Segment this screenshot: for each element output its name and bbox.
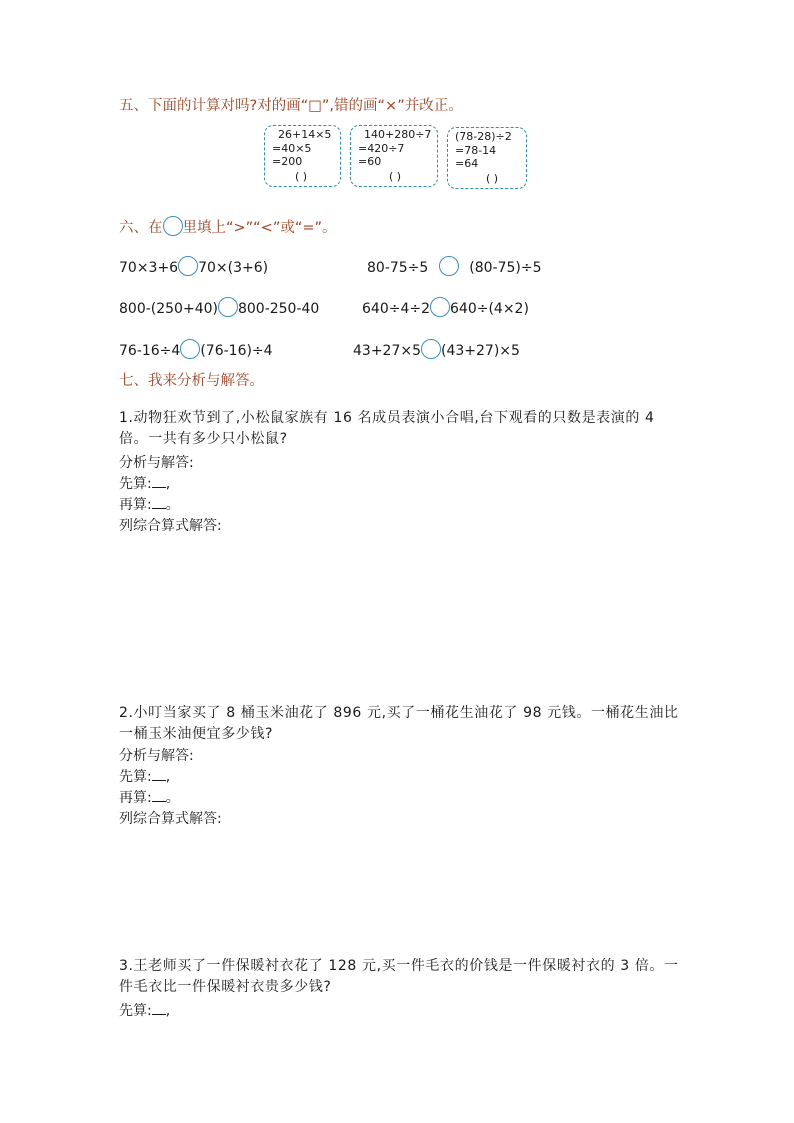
- problem-2-combined: 列综合算式解答:: [119, 811, 222, 827]
- step1-end: ,: [165, 476, 171, 492]
- answer-paren[interactable]: ( ): [486, 172, 499, 185]
- answer-blank[interactable]: [152, 768, 166, 781]
- calc-line: =64: [455, 157, 479, 170]
- section5-heading: 五、下面的计算对吗?对的画“□”,错的画“×”并改正。: [119, 98, 463, 114]
- answer-blank[interactable]: [152, 1002, 166, 1015]
- problem-2-step2: [119, 787, 180, 807]
- expr-right: (80-75)÷5: [469, 260, 542, 276]
- expr-right: (43+27)×5: [441, 343, 520, 359]
- answer-paren[interactable]: ( ): [295, 170, 308, 183]
- expr-right: 640÷(4×2): [450, 301, 529, 317]
- section6-heading-pre: 六、在: [119, 220, 163, 236]
- step2-label: 再算:: [119, 790, 152, 806]
- problem-3-text: 3.王老师买了一件保暖衬衣花了 128 元,买一件毛衣的价钱是一件保暖衬衣的 3 倍。一件毛衣比一件保暖衬衣贵多少钱?: [119, 958, 679, 995]
- expr-left: 800-(250+40): [119, 301, 218, 317]
- section7-heading: 七、我来分析与解答。: [119, 373, 264, 389]
- calc-box-2: [350, 125, 438, 187]
- compare-circle[interactable]: [180, 339, 200, 359]
- step2-end: 。: [165, 790, 180, 806]
- expr-left: 76-16÷4: [119, 343, 181, 359]
- calc-line: =200: [272, 155, 303, 168]
- expr-left: 640÷4÷2: [362, 301, 430, 317]
- problem-1-text: 1.动物狂欢节到了,小松鼠家族有 16 名成员表演小合唱,台下观看的只数是表演的 4 倍。一共有多少只小松鼠?: [119, 410, 655, 447]
- step1-end: ,: [165, 1003, 171, 1019]
- step1-end: ,: [165, 769, 171, 785]
- answer-paren[interactable]: ( ): [389, 170, 402, 183]
- section6-heading-post: 里填上“>”“<”或“=”。: [182, 220, 337, 236]
- problem-1-analysis: 分析与解答:: [119, 455, 194, 471]
- compare-item-2: [367, 258, 541, 278]
- problem-3-step1: [119, 1000, 170, 1020]
- step1-label: 先算:: [119, 1003, 152, 1019]
- compare-item-3: [119, 299, 319, 319]
- compare-item-5: [119, 341, 273, 361]
- problem-1-combined: 列综合算式解答:: [119, 518, 222, 534]
- problem-1-step2: [119, 494, 180, 514]
- calc-line: (78-28)÷2: [455, 130, 512, 143]
- calc-box-1: [264, 125, 341, 187]
- section6-heading: [119, 216, 337, 238]
- calc-line: =78-14: [455, 143, 497, 157]
- calc-box-3: [447, 127, 527, 189]
- step1-label: 先算:: [119, 769, 152, 785]
- expr-left: 70×3+6: [119, 260, 179, 276]
- compare-circle[interactable]: [218, 297, 238, 317]
- compare-circle[interactable]: [421, 339, 441, 359]
- expr-right: 70×(3+6): [198, 260, 269, 276]
- calc-line: =40×5: [272, 141, 312, 155]
- step1-label: 先算:: [119, 476, 152, 492]
- problem-2-step1: [119, 766, 170, 786]
- expr-left: 43+27×5: [353, 343, 421, 359]
- expr-right: 800-250-40: [237, 301, 320, 317]
- answer-blank[interactable]: [152, 496, 166, 509]
- step2-label: 再算:: [119, 497, 152, 513]
- compare-item-4: [362, 299, 529, 319]
- compare-circle[interactable]: [430, 297, 450, 317]
- answer-blank[interactable]: [152, 475, 166, 488]
- compare-item-6: [353, 341, 520, 361]
- answer-blank[interactable]: [152, 789, 166, 802]
- step2-end: 。: [165, 497, 180, 513]
- compare-circle[interactable]: [178, 256, 198, 276]
- calc-line: 26+14×5: [278, 128, 332, 141]
- calc-line: =60: [358, 155, 382, 168]
- expr-right: (76-16)÷4: [200, 343, 273, 359]
- problem-2-text: 2.小叮当家买了 8 桶玉米油花了 896 元,买了一桶花生油花了 98 元钱。一桶花生油比一桶玉米油便宜多少钱?: [119, 705, 679, 742]
- calc-line: 140+280÷7: [364, 128, 432, 141]
- compare-item-1: [119, 258, 268, 278]
- expr-left: 80-75÷5: [367, 260, 429, 276]
- problem-1-step1: [119, 473, 170, 493]
- circle-icon: [163, 216, 183, 236]
- compare-circle[interactable]: [439, 256, 459, 276]
- problem-2-analysis: 分析与解答:: [119, 748, 194, 764]
- calc-line: =420÷7: [358, 141, 405, 155]
